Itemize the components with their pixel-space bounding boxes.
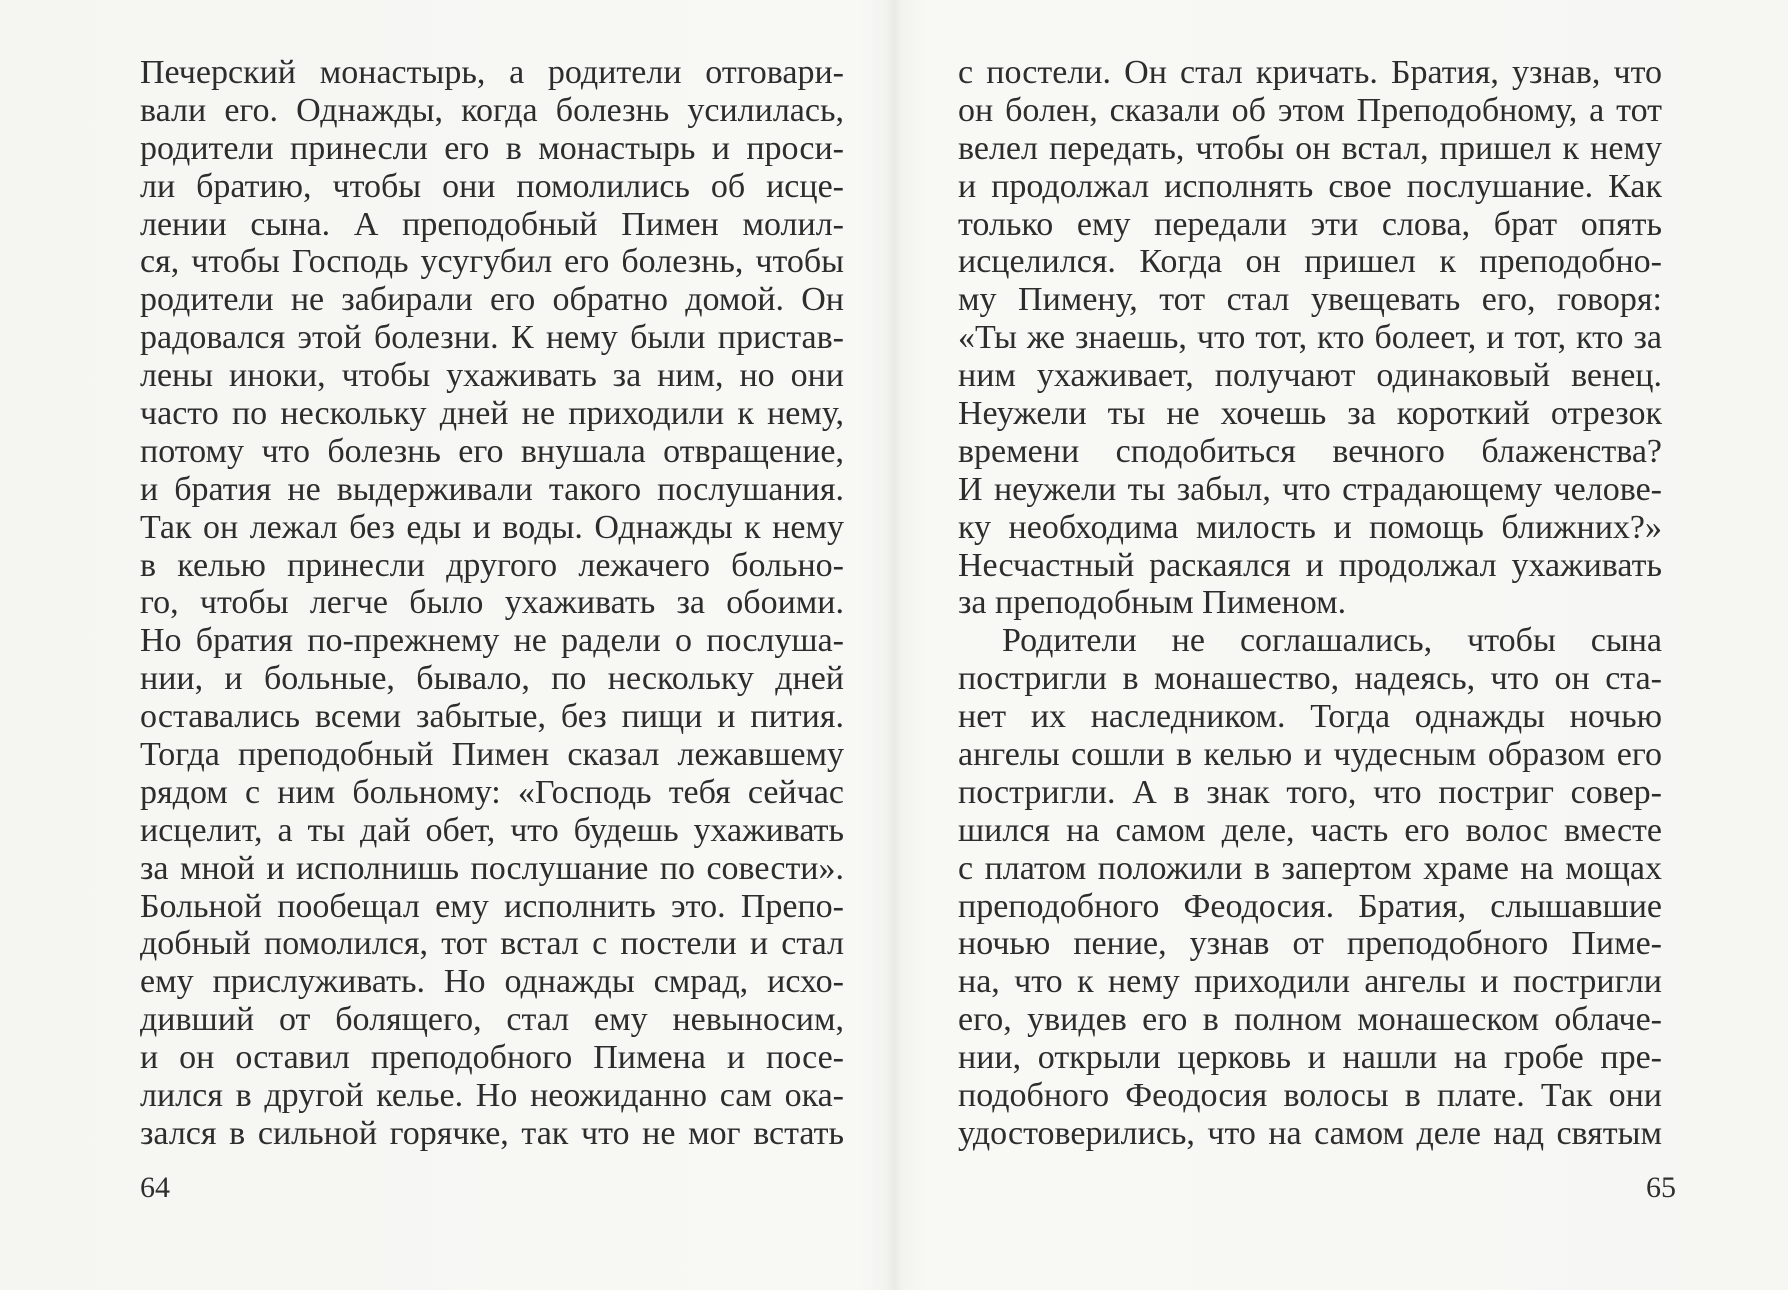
left-page-line: лении сына. А преподобный Пимен молил- [140, 205, 844, 243]
right-page-line: «Ты же знаешь, что тот, кто болеет, и тот, кто за [958, 319, 1662, 357]
left-page-line: добный помолился, тот встал с постели и стал [140, 925, 844, 963]
right-page-line: ку необходима милость и помощь ближних?» [958, 508, 1662, 546]
left-page-line: Но братия по-прежнему не радели о послуша- [140, 622, 844, 660]
left-page-line: ли братию, чтобы они помолились об исце- [140, 167, 844, 205]
right-page-line: шился на самом деле, часть его волос вместе [958, 811, 1662, 849]
left-page-number: 64 [140, 1171, 170, 1204]
left-page-line: Так он лежал без еды и воды. Однажды к нему [140, 508, 844, 546]
left-page-line: лены иноки, чтобы ухаживать за ним, но они [140, 357, 844, 395]
right-page-line: нии, открыли церковь и нашли на гробе пре- [958, 1039, 1662, 1077]
left-page-line: Больной пообещал ему исполнить это. Препо- [140, 887, 844, 925]
left-page-line: вали его. Однажды, когда болезнь усилилась, [140, 91, 844, 129]
right-page-line: исцелился. Когда он пришел к преподобно- [958, 243, 1662, 281]
left-page-line: ся, чтобы Господь усугубил его болезнь, чтобы [140, 243, 844, 281]
right-page-number: 65 [1646, 1171, 1676, 1204]
left-page-line: Печерский монастырь, а родители отговари- [140, 54, 844, 91]
left-page-line: зался в сильной горячке, так что не мог встать [140, 1114, 844, 1152]
right-page-line: только ему передали эти слова, брат опять [958, 205, 1662, 243]
left-page-line: родители принесли его в монастырь и проси- [140, 129, 844, 167]
right-page-line: постригли. А в знак того, что постриг совер- [958, 773, 1662, 811]
right-page-line: с постели. Он стал кричать. Братия, узнав, что [958, 54, 1662, 91]
right-page-line: подобного Феодосия волосы в плате. Так они [958, 1077, 1662, 1115]
right-page-line: Родители не соглашались, чтобы сына [1002, 622, 1662, 660]
right-page-line: ангелы сошли в келью и чудесным образом его [958, 736, 1662, 774]
right-page-line: удостоверились, что на самом деле над святым [958, 1114, 1662, 1152]
right-page-line: с платом положили в запертом храме на мощах [958, 849, 1662, 887]
right-page-line: на, что к нему приходили ангелы и постригли [958, 963, 1662, 1001]
left-page-line: потому что болезнь его внушала отвращение, [140, 432, 844, 470]
right-page-line: и продолжал исполнять свое послушание. Как [958, 167, 1662, 205]
right-page-line: Неужели ты не хочешь за короткий отрезок [958, 395, 1662, 433]
left-page-line: оставались всеми забытые, без пищи и пития. [140, 698, 844, 736]
right-page-line: он болен, сказали об этом Преподобному, а тот [958, 91, 1662, 129]
left-page-line: и он оставил преподобного Пимена и посе- [140, 1039, 844, 1077]
right-page [894, 0, 1788, 1290]
left-page-line: и братия не выдерживали такого послушания. [140, 470, 844, 508]
left-page-line: часто по нескольку дней не приходили к нему, [140, 395, 844, 433]
right-page-line: нет их наследником. Тогда однажды ночью [958, 698, 1662, 736]
right-page-line: И неужели ты забыл, что страдающему челове- [958, 470, 1662, 508]
left-page-line: родители не забирали его обратно домой. Он [140, 281, 844, 319]
right-page-line: му Пимену, тот стал увещевать его, говоря: [958, 281, 1662, 319]
right-page-text [958, 54, 1662, 1153]
right-page-line: ним ухаживает, получают одинаковый венец. [958, 357, 1662, 395]
right-page-line: постригли в монашество, надеясь, что он ста- [958, 660, 1662, 698]
right-page-line: за преподобным Пименом. [958, 584, 1347, 622]
left-page-line: дивший от болящего, стал ему невыносим, [140, 1001, 844, 1039]
left-page-line: радовался этой болезни. К нему были пристав- [140, 319, 844, 357]
right-page-line: его, увидев его в полном монашеском облаче- [958, 1001, 1662, 1039]
right-page-line: велел передать, чтобы он встал, пришел к нему [958, 129, 1662, 167]
right-page-line: ночью пение, узнав от преподобного Пиме- [958, 925, 1662, 963]
left-page-line: исцелит, а ты дай обет, что будешь ухаживать [140, 811, 844, 849]
left-page-line: в келью принесли другого лежачего больно- [140, 546, 844, 584]
left-page-line: го, чтобы легче было ухаживать за обоими. [140, 584, 844, 622]
left-page-line: рядом с ним больному: «Господь тебя сейчас [140, 773, 844, 811]
left-page-line: за мной и исполнишь послушание по совести». [140, 849, 844, 887]
left-page-line: ему прислуживать. Но однажды смрад, исхо- [140, 963, 844, 1001]
right-page-line: преподобного Феодосия. Братия, слышавшие [958, 887, 1662, 925]
left-page-line: лился в другой келье. Но неожиданно сам ока- [140, 1077, 844, 1115]
right-page-line: Несчастный раскаялся и продолжал ухаживать [958, 546, 1662, 584]
left-page-line: нии, и больные, бывало, по нескольку дней [140, 660, 844, 698]
left-page-text [140, 54, 844, 1153]
right-page-line: времени сподобиться вечного блаженства? [958, 432, 1662, 470]
left-page-line: Тогда преподобный Пимен сказал лежавшему [140, 736, 844, 774]
